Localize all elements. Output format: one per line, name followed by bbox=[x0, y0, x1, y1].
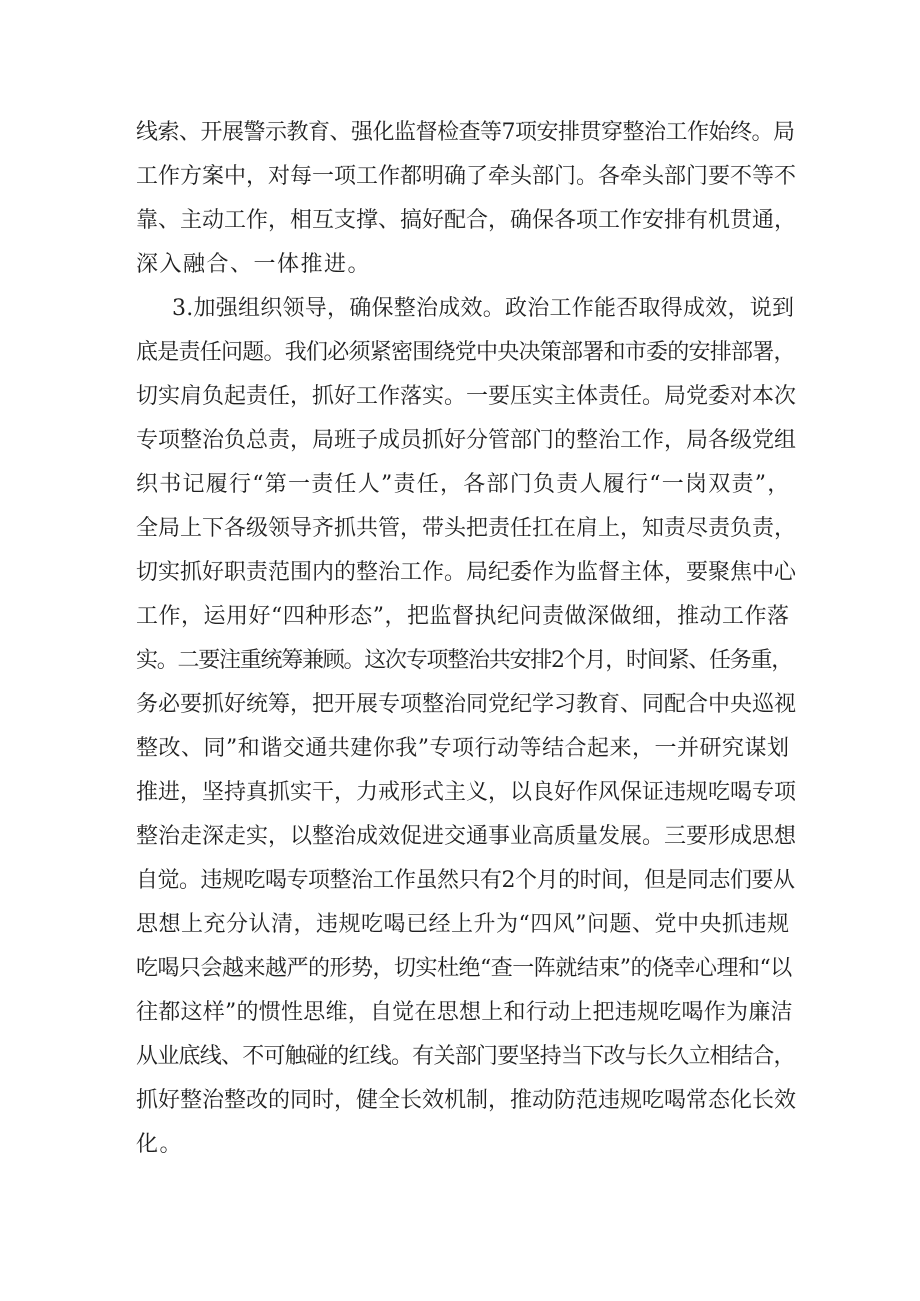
text-line: 往都这样”的惯性思维，自觉在思想上和行动上把违规吃喝作为廉洁 bbox=[136, 1000, 793, 1025]
text-line: 抓好整治整改的同时，健全长效机制，推动防范违规吃喝常态化长效 bbox=[136, 1088, 797, 1113]
text-line: 自觉。违规吃喝专项整治工作虽然只有2个月的时间，但是同志们要从 bbox=[136, 868, 795, 893]
text-line: 专项整治负总责，局班子成员抓好分管部门的整治工作，局各级党组 bbox=[136, 428, 797, 453]
text-line: 思想上充分认清，违规吃喝已经上升为“四风”问题、党中央抓违规 bbox=[136, 912, 790, 937]
text-line: 线索、开展警示教育、强化监督检查等7项安排贯穿整治工作始终。局 bbox=[136, 120, 795, 145]
text-line: 吃喝只会越来越严的形势，切实杜绝“查一阵就结束”的侥幸心理和“以 bbox=[136, 956, 792, 981]
text-line: 织书记履行“第一责任人”责任，各部门负责人履行“一岗双责”， bbox=[136, 472, 791, 497]
text-line: 靠、主动工作，相互支撑、搞好配合，确保各项工作安排有机贯通， bbox=[136, 208, 797, 233]
text-line: 整改、同”和谐交通共建你我”专项行动等结合起来，一并研究谋划 bbox=[136, 736, 790, 761]
text-line: 切实肩负起责任，抓好工作落实。一要压实主体责任。局党委对本次 bbox=[136, 384, 797, 409]
text-line: 务必要抓好统筹，把开展专项整治同党纪学习教育、同配合中央巡视 bbox=[136, 692, 797, 717]
text-line: 3.加强组织领导，确保整治成效。政治工作能否取得成效，说到 bbox=[172, 296, 795, 321]
text-line: 实。二要注重统筹兼顾。这次专项整治共安排2个月，时间紧、任务重， bbox=[136, 648, 792, 673]
text-line: 深入融合、一体推进。 bbox=[136, 252, 372, 277]
text-line: 推进，坚持真抓实干，力戒形式主义，以良好作风保证违规吃喝专项 bbox=[136, 780, 797, 805]
text-line: 化。 bbox=[136, 1132, 184, 1157]
text-line: 工作方案中，对每一项工作都明确了牵头部门。各牵头部门要不等不 bbox=[136, 164, 797, 189]
text-line: 底是责任问题。我们必须紧密围绕党中央决策部署和市委的安排部署， bbox=[136, 340, 795, 365]
text-line: 工作，运用好“四种形态”，把监督执纪问责做深做细，推动工作落 bbox=[136, 604, 790, 629]
text-line: 从业底线、不可触碰的红线。有关部门要坚持当下改与长久立相结合， bbox=[136, 1044, 795, 1069]
text-line: 切实抓好职责范围内的整治工作。局纪委作为监督主体，要聚焦中心 bbox=[136, 560, 797, 585]
text-line: 全局上下各级领导齐抓共管，带头把责任扛在肩上，知责尽责负责， bbox=[136, 516, 797, 541]
text-line: 整治走深走实，以整治成效促进交通事业高质量发展。三要形成思想 bbox=[136, 824, 797, 849]
